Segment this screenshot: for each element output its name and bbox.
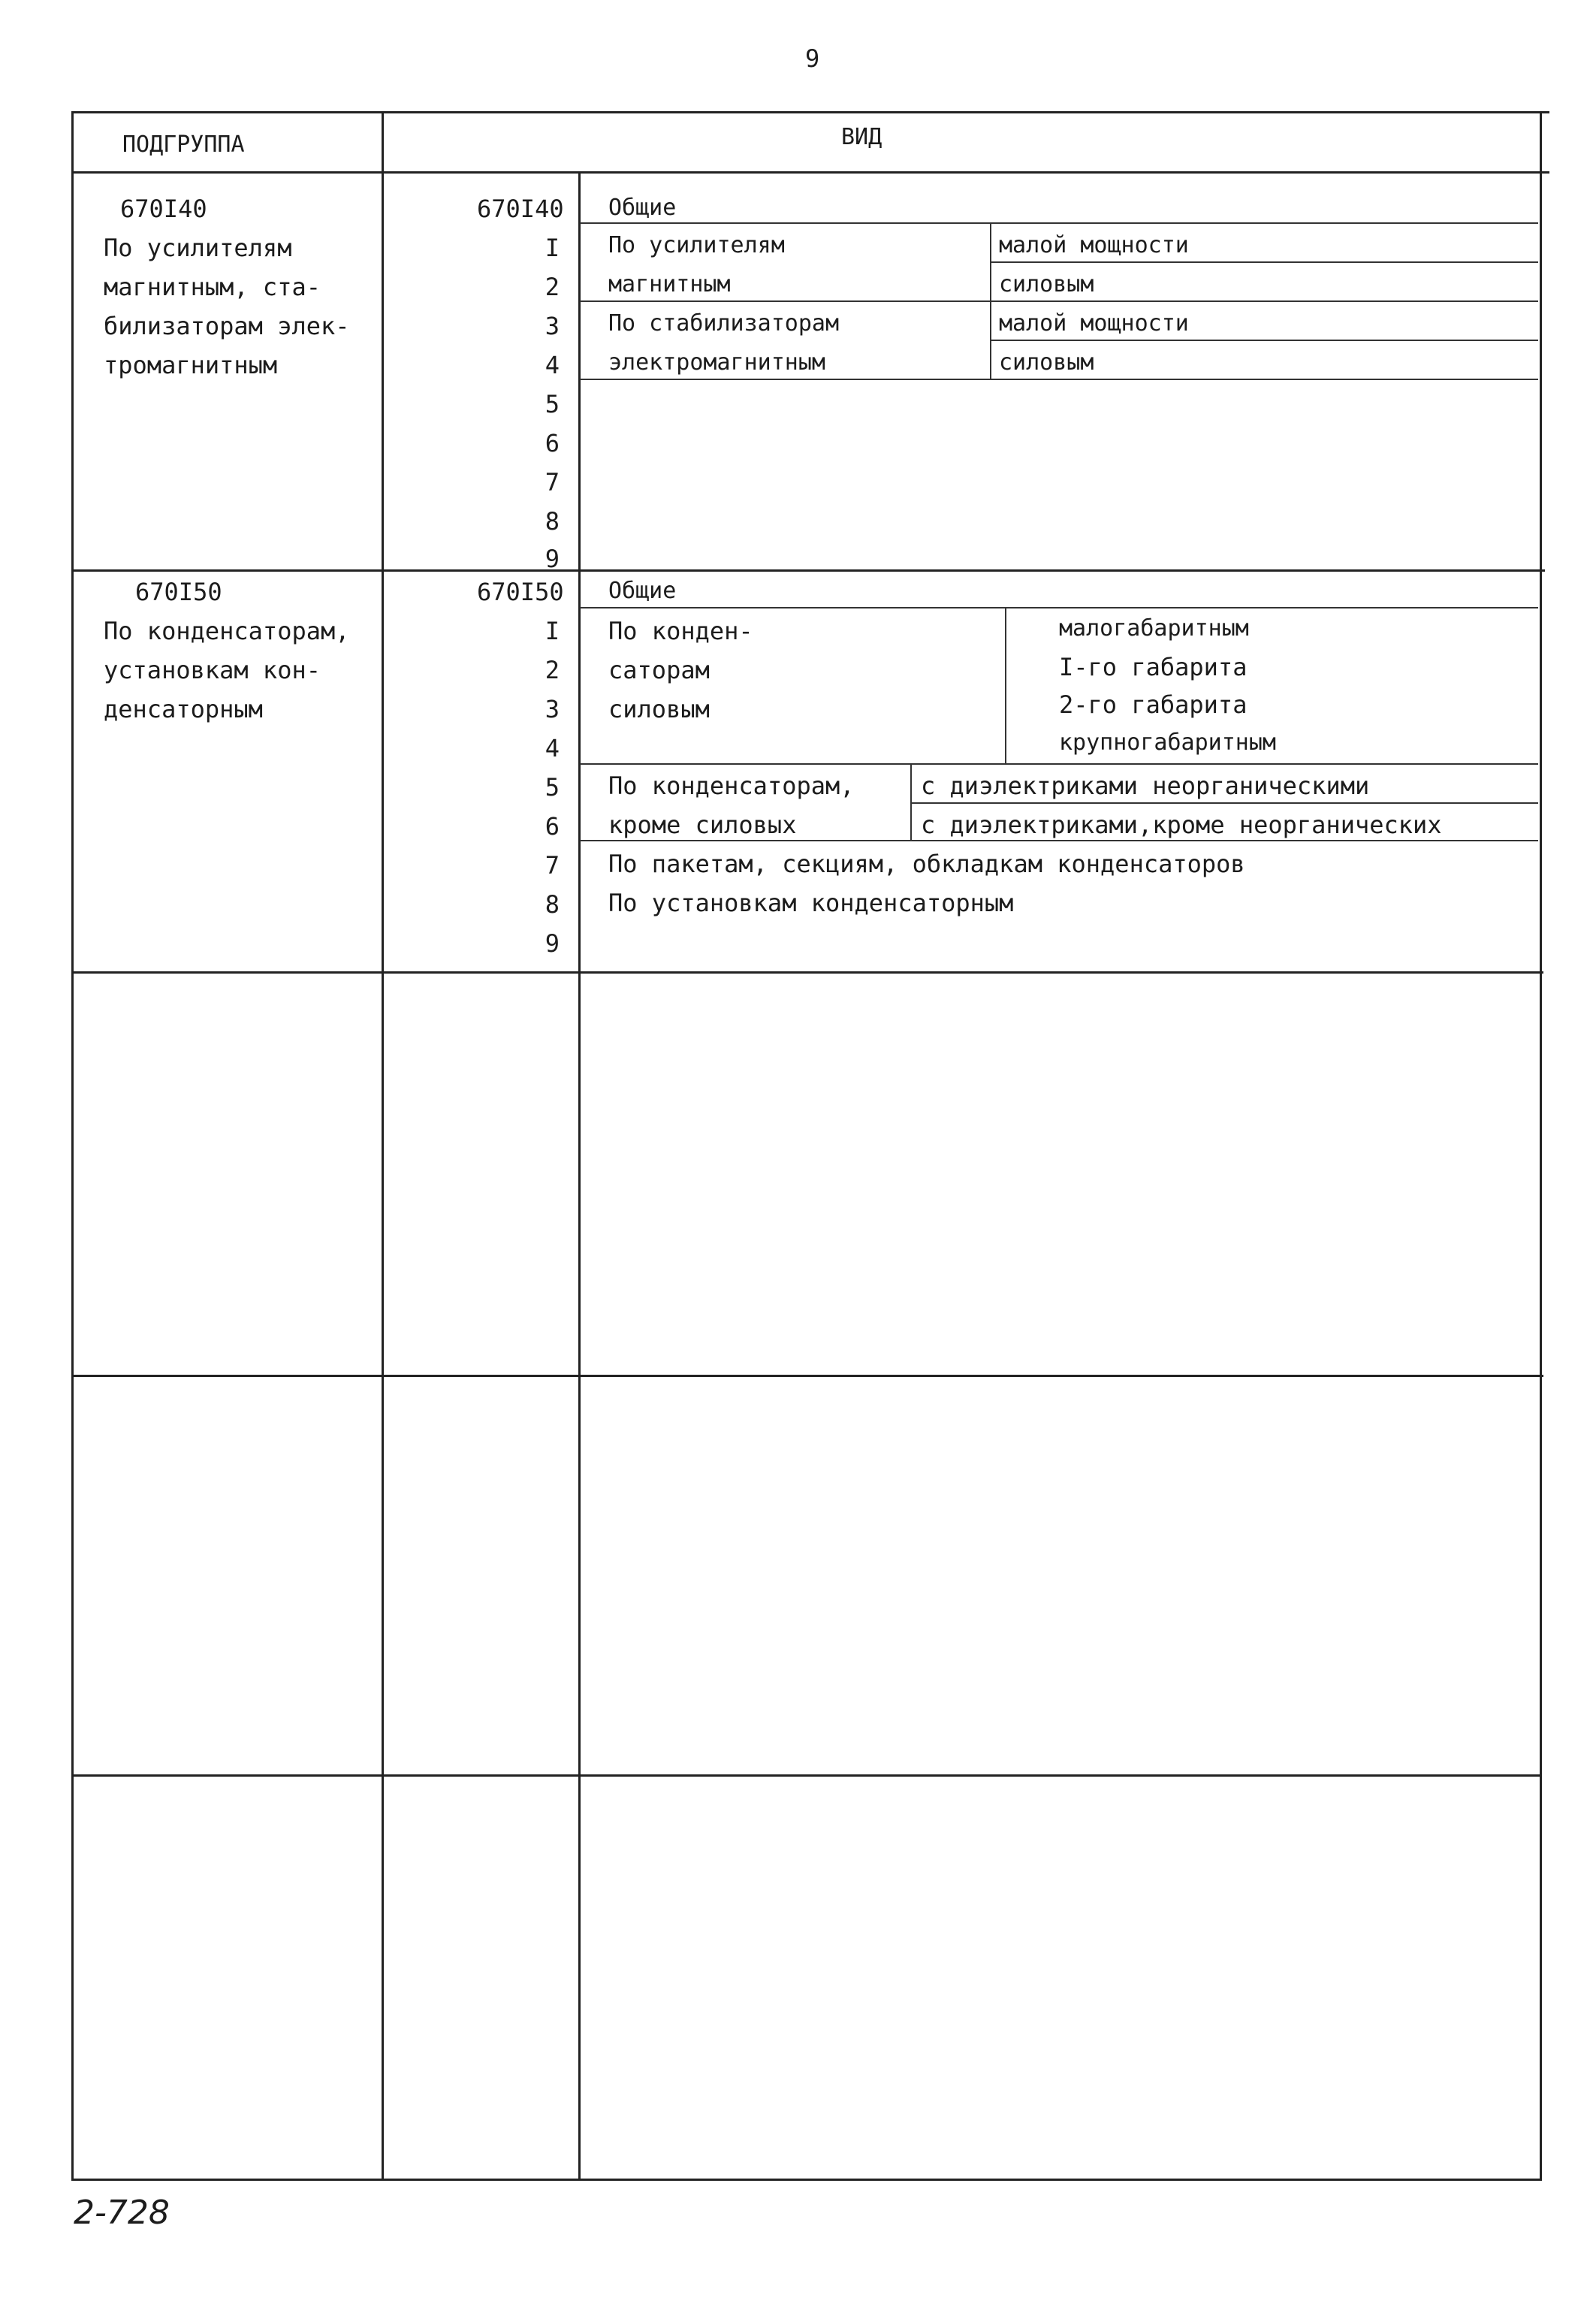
group1-desc-line-1: По усилителям [104,234,292,262]
group1-desc-line-2: магнитным, ста- [104,273,321,301]
group2-code-4: 4 [545,734,560,762]
subgroup-column-divider [382,111,384,2181]
table-top-border [71,111,1549,113]
group1-amp-block-bottom [580,300,1538,302]
group2-cap2-value-2: с диэлектриками,кроме неорганических [921,811,1442,839]
table-right-border [1540,111,1542,2181]
group2-cap-value-2: I-го габарита [1059,653,1248,681]
group1-code-3: 3 [545,312,560,340]
group1-stab-value-1: малой мощности [999,310,1189,337]
group1-bottom-border [71,569,1545,572]
group2-desc-line-2: установкам кон- [104,656,321,684]
group1-code-5: 5 [545,390,560,418]
group1-desc-line-3: билизаторам элек- [104,312,350,340]
group2-bottom-border [71,971,1543,974]
group1-stab-label-2: электромагнитным [608,349,825,376]
group1-code-1: I [545,234,560,262]
document-mark: 2-728 [74,2194,170,2232]
group2-code-1: I [545,617,560,645]
group2-desc-line-3: денсаторным [104,695,263,723]
group2-cap2-value-1: с диэлектриками неорганическими [921,772,1370,800]
code-column-divider [578,171,581,2181]
group1-code-6: 6 [545,429,560,457]
group1-code-main: 670I40 [477,195,564,223]
group2-cap-divider [1005,607,1006,765]
group1-amp-label-1: По усилителям [608,232,785,258]
group2-code-2: 2 [545,656,560,684]
group2-cap2-block-bottom [580,840,1538,841]
group2-cap2-label-2: кроме силовых [608,811,797,839]
group2-row7-text: По пакетам, секциям, обкладкам конденсаторов [608,850,1245,878]
group1-amp-label-2: магнитным [608,271,731,297]
group2-code-8: 8 [545,890,560,919]
group1-desc-line-4: тромагнитным [104,351,278,379]
group1-code-7: 7 [545,468,560,497]
group1-amp-value-1: малой мощности [999,232,1189,258]
group2-cap-value-1: малогабаритным [1059,615,1249,642]
group2-cap2-divider [910,763,912,841]
header-kind: ВИД [841,124,882,150]
empty-row2-bottom-border [71,1774,1540,1777]
page-number: 9 [805,44,820,73]
group1-stab-block-bottom [580,379,1538,380]
group2-cap-value-3: 2-го габарита [1059,690,1248,719]
group2-general-underline [580,607,1538,608]
group2-code-3: 3 [545,695,560,723]
group1-stab-divider [990,300,991,380]
group2-cap2-row-line [912,802,1538,804]
group2-code-5: 5 [545,773,560,802]
group2-cap-label-1: По конден- [608,617,753,645]
group1-code-2: 2 [545,273,560,301]
group1-general-underline [580,222,1538,224]
table-bottom-border [71,2179,1540,2181]
empty-row1-bottom-border [71,1375,1543,1377]
group2-code: 670I50 [135,578,222,606]
group2-cap-value-4: крупногабаритным [1059,729,1276,756]
group2-code-main: 670I50 [477,578,564,606]
header-bottom-border [71,171,1549,174]
group2-code-7: 7 [545,851,560,880]
group2-cap-block-bottom [580,763,1538,765]
group2-code-6: 6 [545,812,560,841]
group2-cap-label-2: саторам [608,656,710,684]
group2-row8-text: По установкам конденсаторным [608,889,1014,917]
group2-desc-line-1: По конденсаторам, [104,617,350,645]
table-left-border [71,111,74,2181]
group1-general: Общие [608,195,677,221]
group1-code: 670I40 [120,195,207,223]
group1-amp-divider [990,222,991,302]
group1-amp-value-2: силовым [999,271,1094,297]
group1-code-8: 8 [545,507,560,536]
group2-general: Общие [608,578,677,604]
group1-code-4: 4 [545,351,560,379]
group2-cap-label-3: силовым [608,695,710,723]
header-subgroup: ПОДГРУППА [122,131,245,158]
group1-amp-row-line [991,261,1538,263]
group2-code-9: 9 [545,929,560,958]
group1-code-9: 9 [545,545,560,573]
group1-stab-label-1: По стабилизаторам [608,310,840,337]
group1-stab-row-line [991,340,1538,341]
group2-cap2-label-1: По конденсаторам, [608,772,855,800]
group1-stab-value-2: силовым [999,349,1094,376]
